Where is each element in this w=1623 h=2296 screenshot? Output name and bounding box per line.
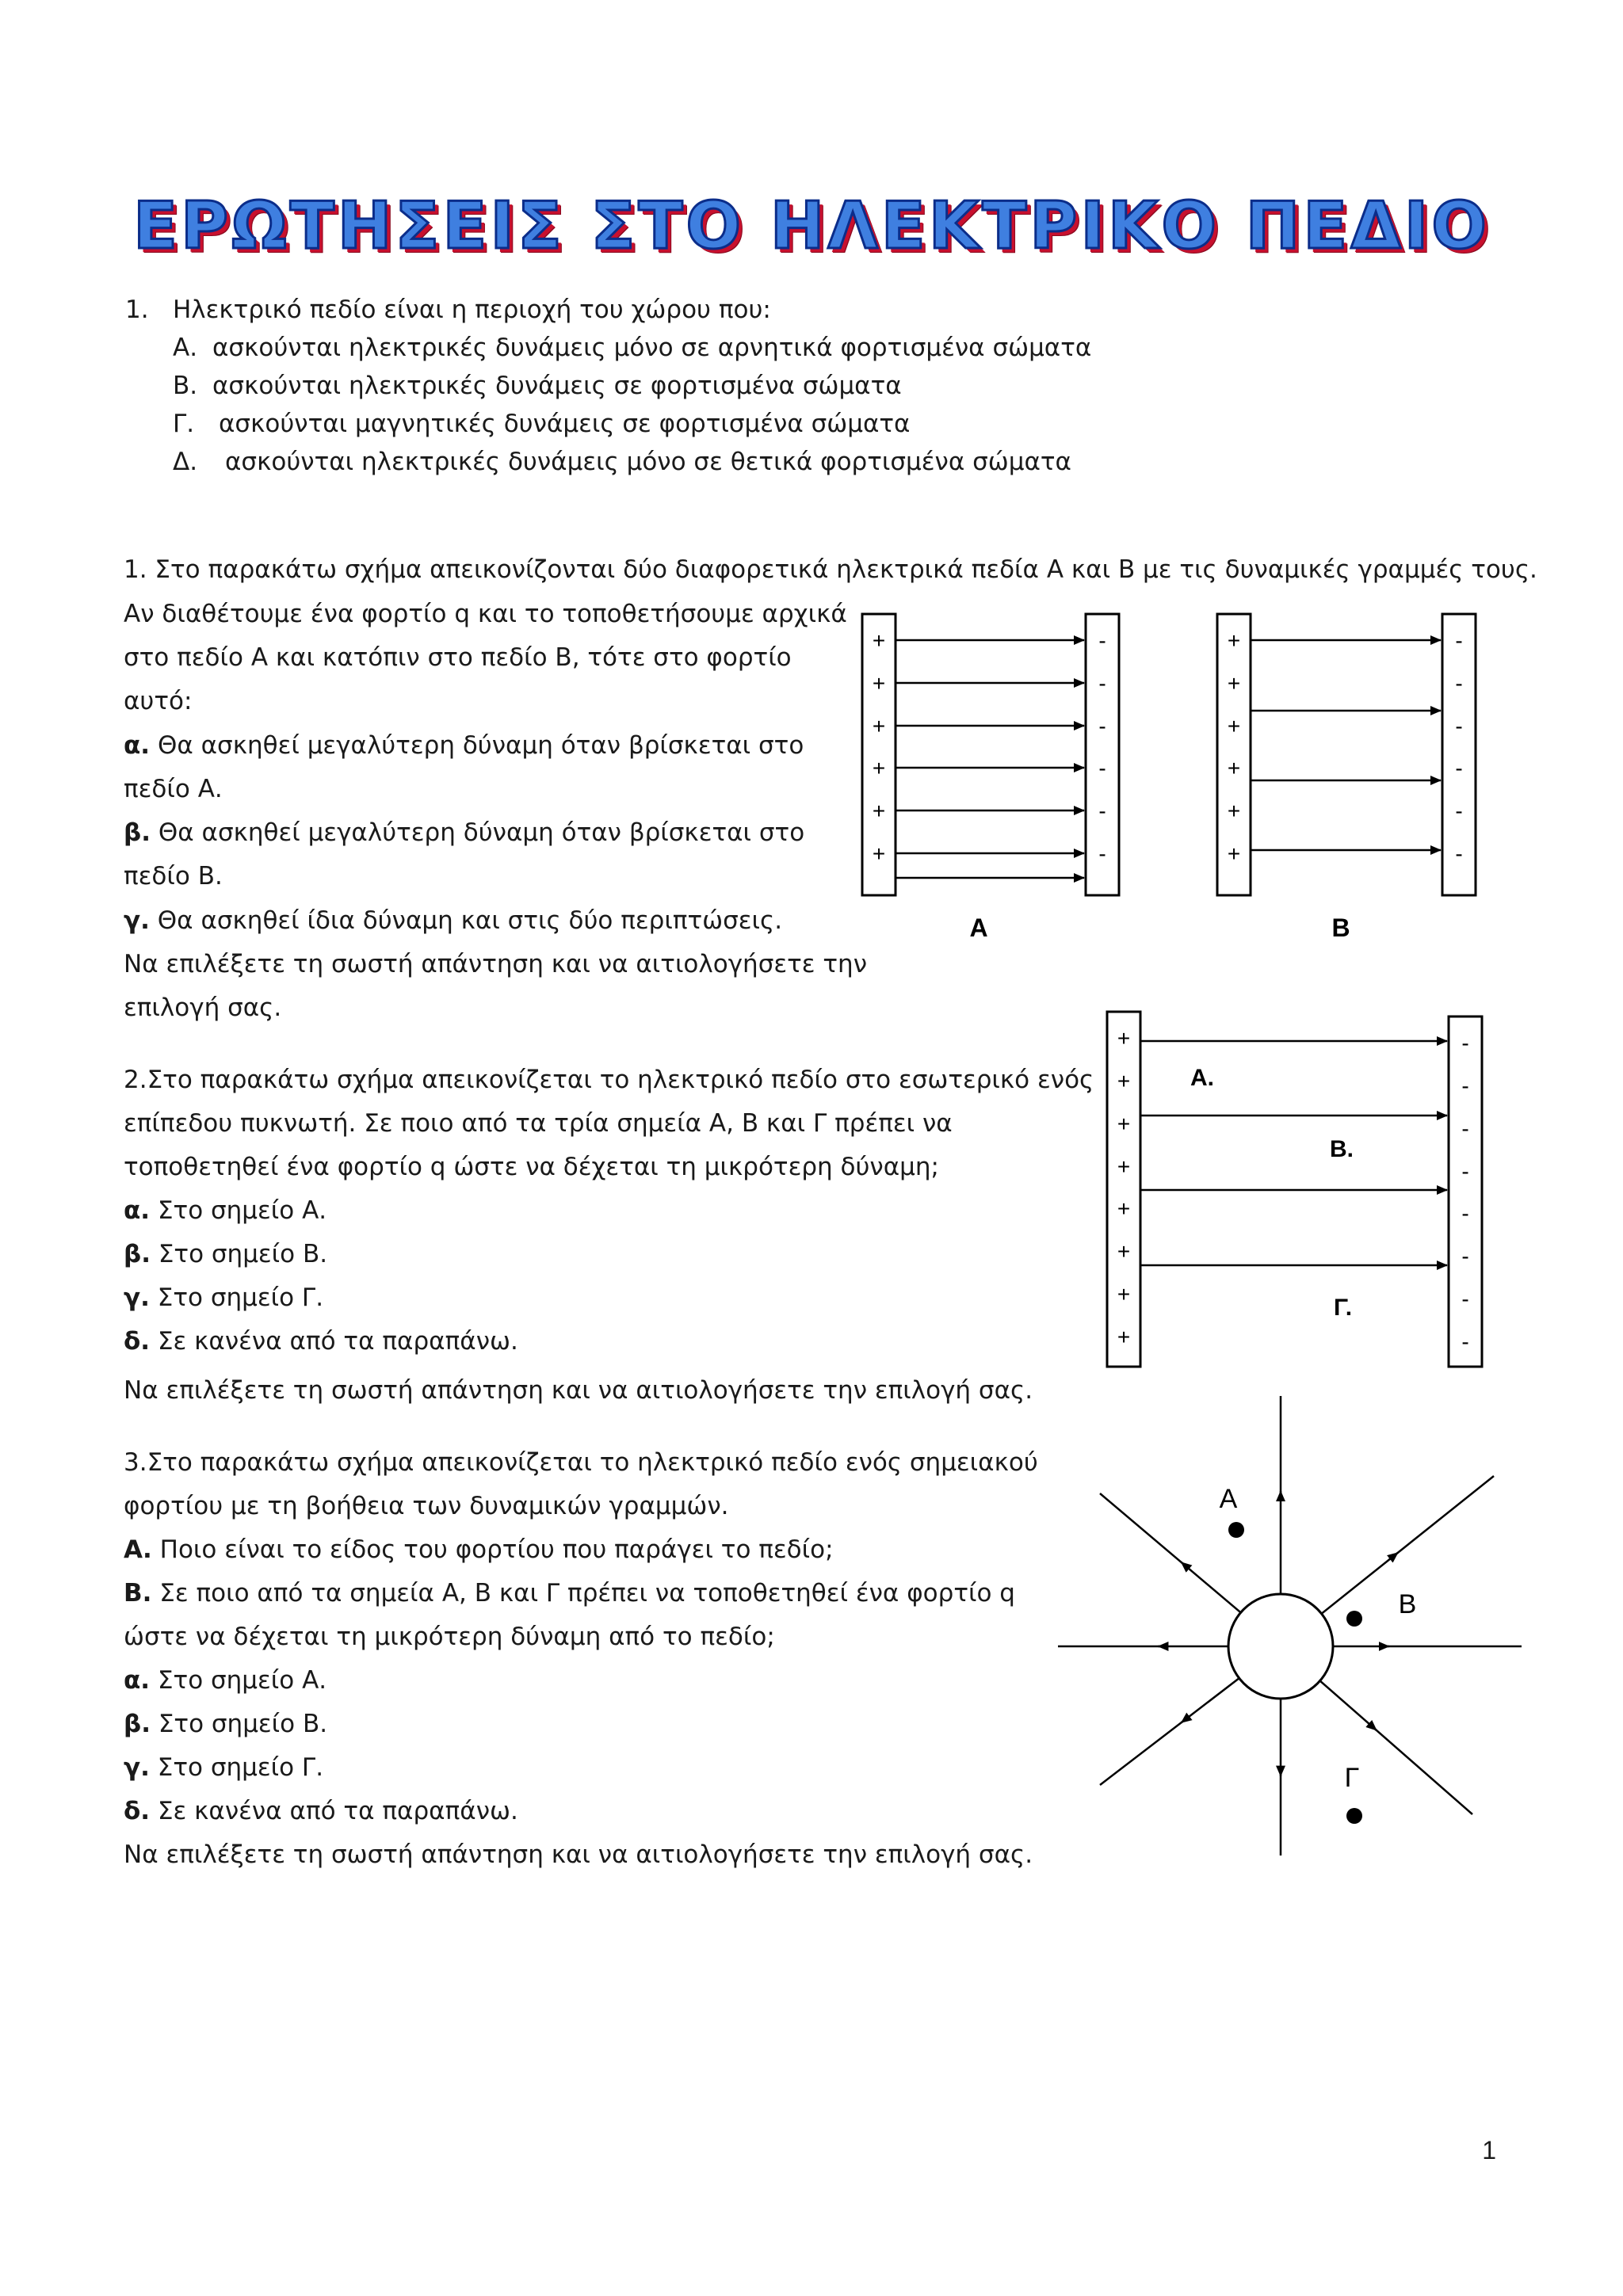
option-key: δ. [124,1327,151,1356]
option-text: Θα ασκηθεί μεγαλύτερη δύναμη όταν βρίσκεται στο [158,818,805,847]
plus-sign: + [1117,1239,1131,1264]
plus-sign: + [872,756,886,780]
q3-line: 3.Στο παρακάτω σχήμα απεικονίζεται το ηλεκτρικό πεδίο ενός σημειακού [124,1448,1038,1477]
minus-sign: - [1461,1287,1469,1311]
q0-option-key: Γ. [173,410,195,438]
option-key: γ. [124,1283,150,1312]
q0-option-key: Α. [173,334,198,362]
minus-sign: - [1461,1244,1469,1268]
point-c-label: Γ [1344,1763,1360,1793]
minus-sign: - [1455,628,1463,653]
plus-sign: + [1227,671,1241,696]
q2-line: τοποθετηθεί ένα φορτίο q ώστε να δέχεται τη μικρότερη δύναμη; [124,1153,939,1181]
minus-sign: - [1098,799,1106,823]
plate-negative [1449,1016,1482,1367]
page-number: 1 [1482,2136,1496,2164]
minus-sign: - [1098,841,1106,866]
q3-line: φορτίου με τη βοήθεια των δυναμικών γραμμών. [124,1492,729,1520]
q1-option-a-cont: πεδίο Α. [124,775,223,803]
q0-option-key: Β. [173,372,198,400]
plus-sign: + [872,714,886,738]
minus-sign: - [1461,1329,1469,1354]
q1-option-b-cont: πεδίο Β. [124,862,223,891]
q0-option-text: ασκούνται μαγνητικές δυνάμεις σε φορτισμένα σώματα [219,410,911,438]
field-lines [1140,1041,1447,1265]
q1-closing: Να επιλέξετε τη σωστή απάντηση και να αιτιολογήσετε την [124,950,868,978]
minus-sign: - [1098,628,1106,653]
minus-sign: - [1098,756,1106,780]
plus-sign: + [872,841,886,866]
option-text: Στο σημείο Α. [157,1196,327,1225]
field-direction-arrow [1389,1553,1398,1560]
plus-sign: + [1227,841,1241,866]
point-charge-diagram [1058,1396,1522,1855]
point-c-label: Γ. [1334,1295,1353,1321]
plus-sign: + [1117,1112,1131,1136]
plus-sign: + [1117,1154,1131,1179]
q0-option-key: Δ. [173,448,198,476]
label-field-a: Α [969,913,988,942]
field-direction-arrow [1369,1724,1377,1730]
field-direction-arrow [1182,1717,1189,1722]
point-a-label: Α. [1190,1065,1214,1091]
q2-line: επίπεδου πυκνωτή. Σε ποιο από τα τρία σημεία Α, Β και Γ πρέπει να [124,1109,953,1138]
plus-sign: + [1117,1026,1131,1051]
point-a-label: Α [1219,1484,1238,1514]
option-text: Σε κανένα από τα παραπάνω. [157,1327,518,1356]
option-key: α. [124,1196,151,1225]
plus-sign: + [1117,1069,1131,1093]
label-field-b: Β [1331,913,1350,942]
option-key: γ. [124,1753,150,1782]
option-key: α. [124,1666,151,1695]
plus-sign: + [1227,714,1241,738]
option-key: δ. [124,1797,151,1825]
option-key: α. [124,731,151,760]
minus-sign: - [1455,756,1463,780]
q2-line: 2.Στο παρακάτω σχήμα απεικονίζεται το ηλεκτρικό πεδίο στο εσωτερικό ενός [124,1066,1094,1094]
minus-sign: - [1461,1159,1469,1184]
part-key: Β. [124,1579,152,1608]
q1-closing-cont: επιλογή σας. [124,994,282,1022]
minus-sign: - [1461,1116,1469,1141]
q0-option-text: ασκούνται ηλεκτρικές δυνάμεις μόνο σε θετικά φορτισμένα σώματα [225,448,1071,476]
minus-sign: - [1461,1074,1469,1098]
option-key: γ. [124,906,150,935]
plate-positive [1107,1012,1140,1367]
q1-intro: 1. Στο παρακάτω σχήμα απεικονίζονται δύο διαφορετικά ηλεκτρικά πεδία Α και Β με τις δυναμικές γραμμές τους. [124,555,1537,584]
q1-line: στο πεδίο Α και κατόπιν στο πεδίο Β, τότε στο φορτίο [124,643,792,672]
option-text: Στο σημείο Α. [157,1666,327,1695]
field-lines [896,640,1084,878]
q3-closing: Να επιλέξετε τη σωστή απάντηση και να αιτιολογήσετε την επιλογή σας. [124,1840,1033,1869]
q0-option-text: ασκούνται ηλεκτρικές δυνάμεις σε φορτισμένα σώματα [212,372,902,400]
minus-sign: - [1098,714,1106,738]
point-b-label: Β. [1330,1136,1354,1162]
point-c-dot [1346,1808,1362,1824]
q3-part-b-cont: ώστε να δέχεται τη μικρότερη δύναμη από το πεδίο; [124,1623,775,1651]
field-lines [1251,640,1441,850]
point-b-dot [1346,1611,1362,1627]
option-text: Στο σημείο Γ. [157,1753,324,1782]
option-text: Στο σημείο Β. [158,1710,328,1738]
page-title: ΕΡΩΤΗΣΕΙΣ ΣΤΟ ΗΛΕΚΤΡΙΚΟ ΠΕΔΙΟ [133,189,1490,264]
plus-sign: + [1227,799,1241,823]
point-b-label: Β [1398,1589,1417,1619]
minus-sign: - [1455,671,1463,696]
minus-sign: - [1455,841,1463,866]
minus-sign: - [1455,799,1463,823]
field-b-diagram [1217,614,1476,942]
q1-line: Αν διαθέτουμε ένα φορτίο q και το τοποθετήσουμε αρχικά [124,600,847,628]
q0-option-text: ασκούνται ηλεκτρικές δυνάμεις μόνο σε αρνητικά φορτισμένα σώματα [212,334,1092,362]
minus-sign: - [1461,1031,1469,1055]
option-key: β. [124,1710,151,1738]
part-text: Σε ποιο από τα σημεία Α, Β και Γ πρέπει να τοποθετηθεί ένα φορτίο q [159,1579,1015,1608]
q2-closing: Να επιλέξετε τη σωστή απάντηση και να αιτιολογήσετε την επιλογή σας. [124,1376,1033,1405]
option-text: Θα ασκηθεί ίδια δύναμη και στις δύο περιπτώσεις. [157,906,783,935]
field-a-diagram [862,614,1119,942]
plus-sign: + [1117,1325,1131,1349]
plus-sign: + [1227,756,1241,780]
minus-sign: - [1098,671,1106,696]
option-text: Στο σημείο Β. [158,1240,328,1268]
plus-sign: + [872,671,886,696]
minus-sign: - [1455,714,1463,738]
part-text: Ποιο είναι το είδος του φορτίου που παράγει το πεδίο; [159,1535,834,1564]
plus-sign: + [1227,628,1241,653]
q1-line: αυτό: [124,687,193,715]
option-key: β. [124,818,151,847]
point-charge [1228,1594,1333,1699]
option-key: β. [124,1240,151,1268]
field-direction-arrow [1182,1562,1189,1569]
option-text: Στο σημείο Γ. [157,1283,324,1312]
point-a-dot [1228,1522,1244,1538]
option-text: Θα ασκηθεί μεγαλύτερη δύναμη όταν βρίσκεται στο [157,731,804,760]
plus-sign: + [1117,1196,1131,1221]
plus-sign: + [1117,1282,1131,1306]
minus-sign: - [1461,1201,1469,1226]
capacitor-diagram [1107,1012,1482,1367]
q0-number: 1. [125,296,149,324]
plus-sign: + [872,628,886,653]
option-text: Σε κανένα από τα παραπάνω. [157,1797,518,1825]
plus-sign: + [872,799,886,823]
q0-stem: Ηλεκτρικό πεδίο είναι η περιοχή του χώρου που: [173,296,771,324]
part-key: Α. [124,1535,152,1564]
